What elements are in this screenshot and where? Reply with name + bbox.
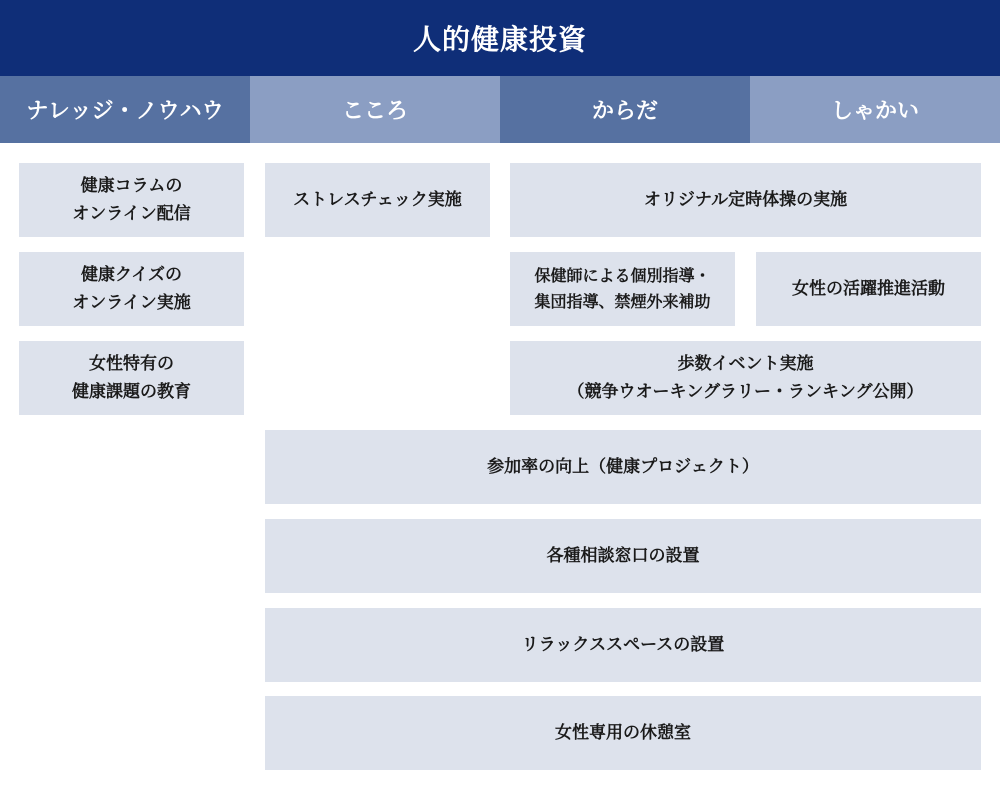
initiative-label: 各種相談窓口の設置: [546, 546, 700, 566]
initiative-women-health-education: [19, 341, 244, 415]
initiative-label: 健康クイズの オンライン実施: [72, 265, 191, 313]
initiative-consultation-desks: [265, 519, 981, 593]
initiative-label: 女性専用の休憩室: [555, 723, 691, 743]
initiative-women-empowerment: [756, 252, 981, 326]
initiative-label: オリジナル定時体操の実施: [643, 190, 848, 210]
initiative-label: 女性の活躍推進活動: [792, 279, 945, 299]
initiative-stress-check: [265, 163, 490, 237]
initiative-label: 保健師による個別指導・ 集団指導、禁煙外来補助: [534, 266, 711, 311]
category-karada: からだ: [500, 76, 750, 143]
initiative-women-rest-room: [265, 696, 981, 770]
initiative-health-column: [19, 163, 244, 237]
initiative-health-quiz: [19, 252, 244, 326]
initiative-label: リラックススペースの設置: [521, 635, 725, 655]
initiative-label: 参加率の向上（健康プロジェクト）: [487, 457, 759, 477]
initiative-label: ストレスチェック実施: [293, 190, 462, 210]
initiative-relax-space: [265, 608, 981, 682]
initiative-step-event: [510, 341, 981, 415]
initiative-label: 歩数イベント実施 （競争ウオーキングラリー・ランキング公開）: [567, 354, 924, 402]
category-knowledge: ナレッジ・ノウハウ: [0, 76, 250, 143]
initiative-label: 女性特有の 健康課題の教育: [72, 354, 191, 402]
initiative-nurse-guidance: [510, 252, 735, 326]
category-kokoro: こころ: [250, 76, 500, 143]
initiative-label: 健康コラムの オンライン配信: [72, 176, 191, 224]
category-shakai: しゃかい: [750, 76, 1000, 143]
initiative-original-exercise: [510, 163, 981, 237]
initiative-participation-rate: [265, 430, 981, 504]
diagram-title: 人的健康投資: [0, 0, 1000, 76]
